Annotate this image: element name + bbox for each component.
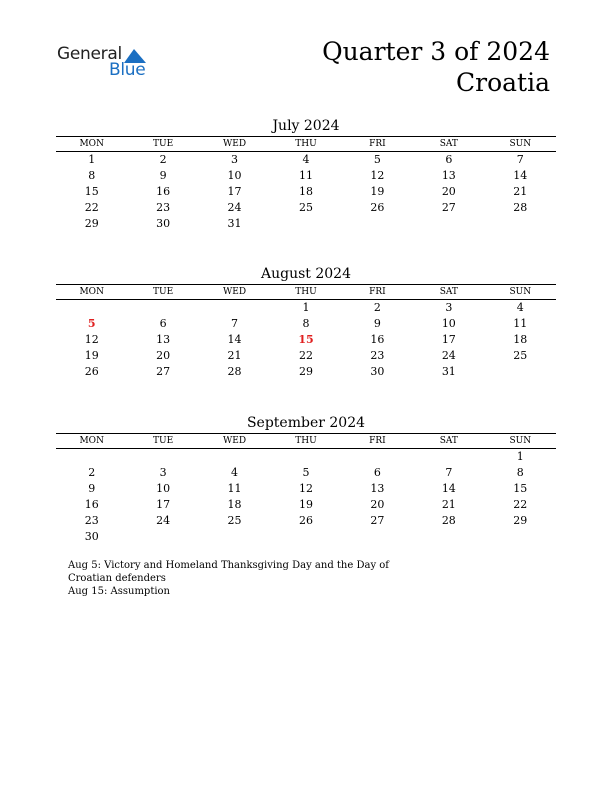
day-cell	[342, 449, 413, 466]
day-cell: 13	[156, 333, 171, 346]
month-title: July 2024	[272, 118, 340, 134]
holiday-note: Aug 5: Victory and Homeland Thanksgiving Day and the Day of Croatian defenders	[68, 560, 389, 584]
day-cell: 2	[88, 466, 96, 479]
day-cell: 5	[373, 153, 381, 166]
page-title	[322, 36, 550, 98]
day-cell: 2	[373, 301, 381, 314]
day-cell: 30	[84, 530, 99, 543]
day-cell: 1	[88, 153, 96, 166]
day-cell: 29	[84, 217, 99, 230]
day-cell: 23	[370, 349, 385, 362]
day-cell: 3	[231, 153, 239, 166]
month-title: August 2024	[261, 266, 351, 282]
week-row	[56, 316, 556, 332]
day-cell: 25	[298, 201, 313, 214]
day-cell	[485, 529, 556, 545]
day-cell: 9	[88, 482, 96, 495]
day-cell: 31	[227, 217, 242, 230]
day-cell	[127, 449, 198, 466]
weekday-header: MON	[56, 285, 127, 300]
weekday-header: WED	[199, 285, 270, 300]
day-cell: 15	[84, 185, 99, 198]
week-row	[56, 481, 556, 497]
weekday-header-row	[56, 285, 556, 300]
title-quarter: Quarter 3 of 2024	[322, 37, 550, 66]
weekday-header: THU	[270, 434, 341, 449]
day-cell: 22	[513, 498, 528, 511]
day-cell	[56, 449, 127, 466]
day-cell: 22	[84, 201, 99, 214]
day-cell: 27	[156, 365, 171, 378]
day-cell: 10	[441, 317, 456, 330]
month-july	[56, 116, 556, 232]
day-cell: 21	[227, 349, 242, 362]
day-cell: 4	[302, 153, 310, 166]
day-cell: 14	[513, 169, 528, 182]
day-cell: 17	[227, 185, 242, 198]
week-row	[56, 513, 556, 529]
weekday-header: FRI	[342, 434, 413, 449]
day-cell: 16	[156, 185, 171, 198]
day-cell: 24	[227, 201, 242, 214]
day-cell: 25	[227, 514, 242, 527]
day-cell	[413, 449, 484, 466]
weekday-header: TUE	[127, 285, 198, 300]
weekday-header: SAT	[413, 285, 484, 300]
day-cell	[413, 529, 484, 545]
week-row	[56, 184, 556, 200]
day-cell: 29	[298, 365, 313, 378]
day-cell: 13	[441, 169, 456, 182]
week-row	[56, 364, 556, 380]
day-cell: 12	[84, 333, 99, 346]
day-cell: 10	[227, 169, 242, 182]
weekday-header: MON	[56, 434, 127, 449]
day-cell	[413, 216, 484, 232]
week-row	[56, 529, 556, 545]
day-cell: 25	[513, 349, 528, 362]
day-cell: 12	[298, 482, 313, 495]
day-cell: 15	[513, 482, 528, 495]
calendar-table	[56, 284, 556, 380]
day-cell: 14	[227, 333, 242, 346]
logo-blue-text: Blue	[109, 60, 146, 80]
day-cell: 7	[231, 317, 239, 330]
day-cell: 14	[441, 482, 456, 495]
day-cell: 18	[513, 333, 528, 346]
day-cell	[270, 216, 341, 232]
weekday-header: TUE	[127, 137, 198, 152]
day-cell: 2	[159, 153, 167, 166]
week-row	[56, 200, 556, 216]
day-cell	[199, 300, 270, 317]
day-cell: 17	[441, 333, 456, 346]
day-cell: 28	[227, 365, 242, 378]
weekday-header: MON	[56, 137, 127, 152]
day-cell	[485, 364, 556, 380]
week-row	[56, 497, 556, 513]
day-cell: 15	[298, 333, 314, 346]
calendar-table	[56, 136, 556, 232]
weekday-header: WED	[199, 434, 270, 449]
weekday-header: FRI	[342, 285, 413, 300]
weekday-header: SUN	[485, 137, 556, 152]
weekday-header: FRI	[342, 137, 413, 152]
weekday-header: TUE	[127, 434, 198, 449]
holiday-notes	[68, 559, 428, 598]
weekday-header: SUN	[485, 434, 556, 449]
day-cell	[485, 216, 556, 232]
day-cell: 11	[227, 482, 242, 495]
day-cell: 27	[441, 201, 456, 214]
week-row	[56, 332, 556, 348]
weekday-header: WED	[199, 137, 270, 152]
week-row	[56, 465, 556, 481]
day-cell: 11	[298, 169, 313, 182]
day-cell	[270, 449, 341, 466]
day-cell: 8	[302, 317, 310, 330]
day-cell: 20	[370, 498, 385, 511]
weekday-header: SAT	[413, 434, 484, 449]
day-cell: 1	[302, 301, 310, 314]
day-cell: 17	[156, 498, 171, 511]
day-cell: 18	[298, 185, 313, 198]
day-cell	[199, 529, 270, 545]
day-cell: 6	[373, 466, 381, 479]
day-cell	[342, 216, 413, 232]
day-cell	[127, 300, 198, 317]
day-cell: 16	[370, 333, 385, 346]
day-cell: 6	[445, 153, 453, 166]
day-cell: 3	[445, 301, 453, 314]
day-cell: 27	[370, 514, 385, 527]
weekday-header: THU	[270, 137, 341, 152]
weekday-header-row	[56, 434, 556, 449]
week-row	[56, 168, 556, 184]
calendar-table	[56, 433, 556, 545]
day-cell: 26	[298, 514, 313, 527]
day-cell: 18	[227, 498, 242, 511]
month-september	[56, 413, 556, 545]
week-row	[56, 449, 556, 466]
day-cell: 13	[370, 482, 385, 495]
day-cell: 26	[370, 201, 385, 214]
day-cell: 23	[156, 201, 171, 214]
logo-general-text: General	[57, 44, 122, 64]
day-cell	[56, 300, 127, 317]
day-cell	[270, 529, 341, 545]
day-cell: 28	[441, 514, 456, 527]
day-cell: 6	[159, 317, 167, 330]
day-cell	[342, 529, 413, 545]
day-cell: 10	[156, 482, 171, 495]
week-row	[56, 152, 556, 169]
day-cell: 28	[513, 201, 528, 214]
day-cell: 29	[513, 514, 528, 527]
day-cell: 16	[84, 498, 99, 511]
day-cell: 9	[159, 169, 167, 182]
day-cell: 20	[156, 349, 171, 362]
day-cell: 19	[370, 185, 385, 198]
week-row	[56, 300, 556, 317]
day-cell: 19	[84, 349, 99, 362]
day-cell: 5	[87, 317, 96, 330]
day-cell: 30	[156, 217, 171, 230]
day-cell: 8	[88, 169, 96, 182]
day-cell: 24	[441, 349, 456, 362]
day-cell: 30	[370, 365, 385, 378]
day-cell: 4	[231, 466, 239, 479]
weekday-header: SAT	[413, 137, 484, 152]
week-row	[56, 348, 556, 364]
day-cell: 19	[298, 498, 313, 511]
month-august	[56, 264, 556, 380]
day-cell: 5	[302, 466, 310, 479]
day-cell: 7	[516, 153, 524, 166]
day-cell: 21	[513, 185, 528, 198]
day-cell: 8	[516, 466, 524, 479]
day-cell: 23	[84, 514, 99, 527]
day-cell: 1	[516, 450, 524, 463]
weekday-header-row	[56, 137, 556, 152]
day-cell: 11	[513, 317, 528, 330]
month-title: September 2024	[246, 415, 366, 431]
week-row	[56, 216, 556, 232]
day-cell: 4	[516, 301, 524, 314]
day-cell: 9	[373, 317, 381, 330]
day-cell: 7	[445, 466, 453, 479]
day-cell: 20	[441, 185, 456, 198]
day-cell: 22	[298, 349, 313, 362]
day-cell: 31	[441, 365, 456, 378]
day-cell	[199, 449, 270, 466]
title-country: Croatia	[456, 68, 550, 97]
day-cell: 3	[159, 466, 167, 479]
weekday-header: SUN	[485, 285, 556, 300]
day-cell: 21	[441, 498, 456, 511]
weekday-header: THU	[270, 285, 341, 300]
holiday-note: Aug 15: Assumption	[68, 586, 171, 597]
day-cell: 24	[156, 514, 171, 527]
day-cell	[127, 529, 198, 545]
day-cell: 12	[370, 169, 385, 182]
day-cell: 26	[84, 365, 99, 378]
generalblue-logo	[57, 44, 157, 80]
